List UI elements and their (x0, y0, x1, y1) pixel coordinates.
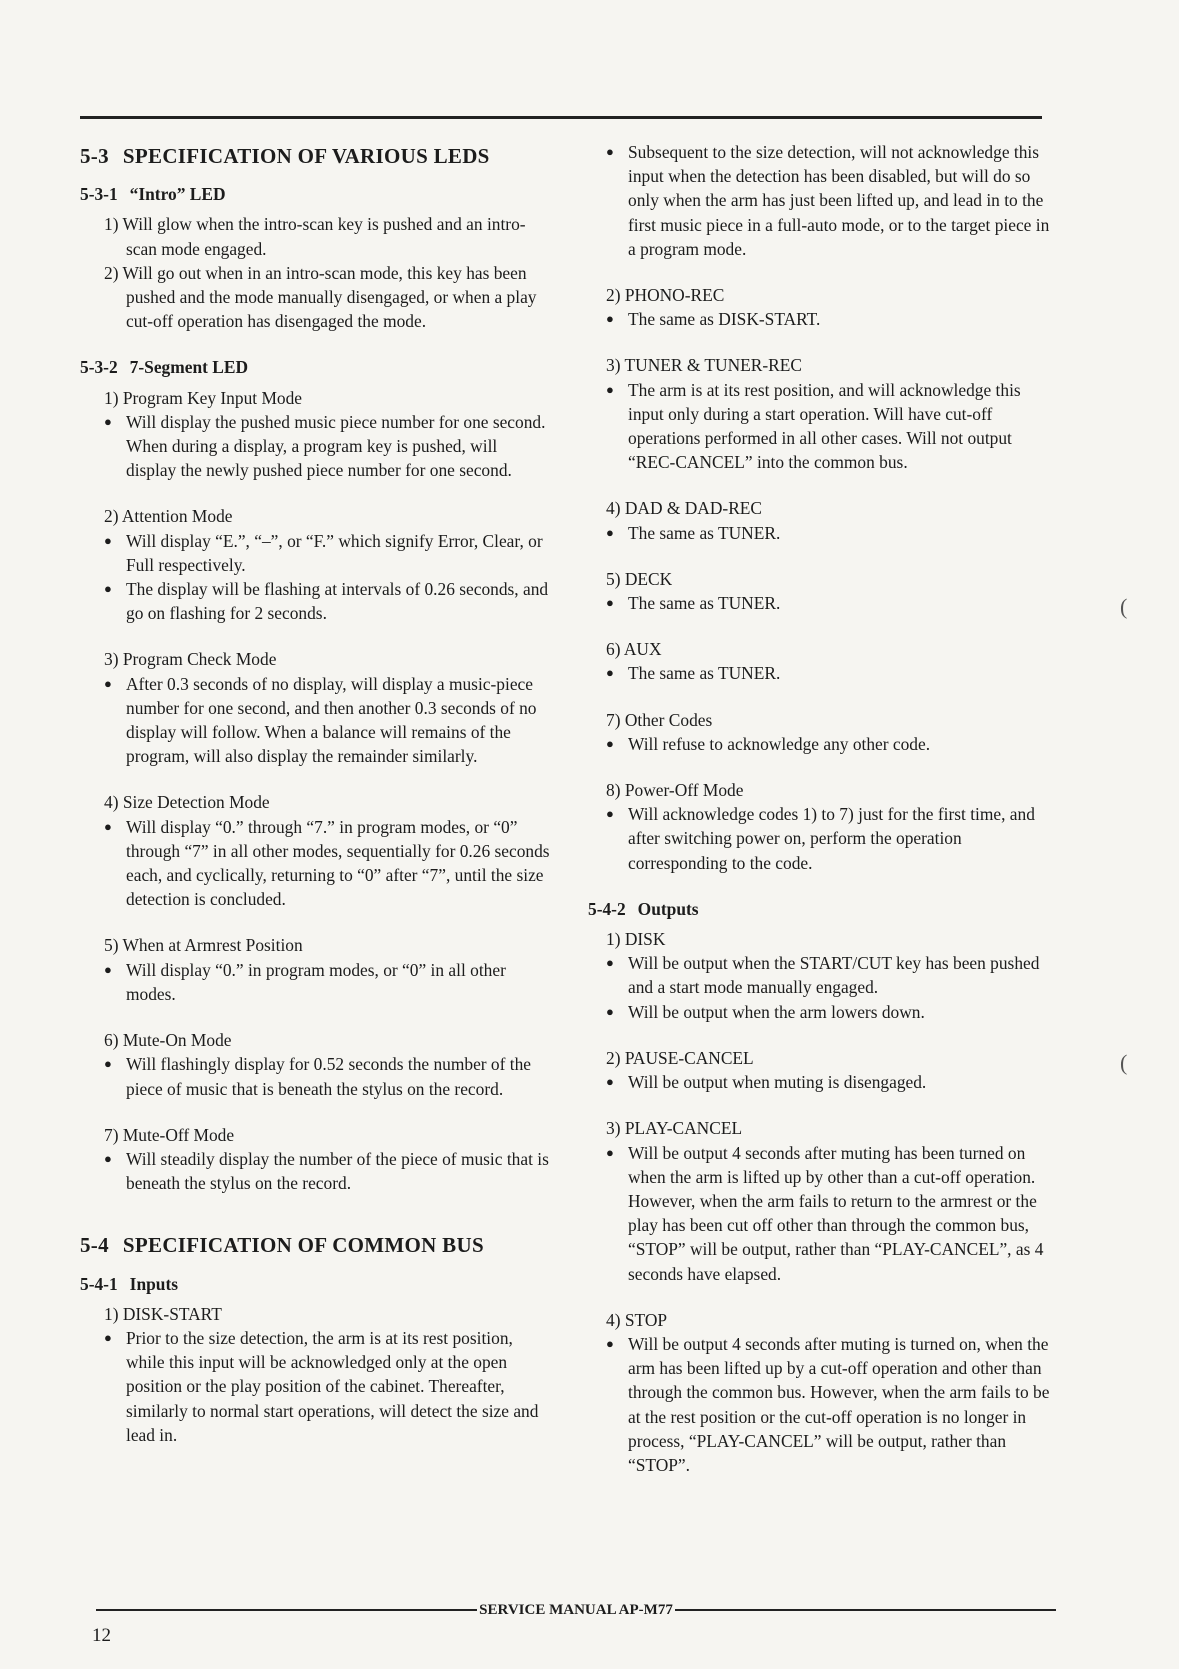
bullet-item: ● The same as TUNER. (606, 661, 1052, 685)
section-5-3-heading (80, 144, 550, 168)
input-title: 8) Power-Off Mode (606, 780, 744, 801)
section-number: 5-4 (80, 1233, 109, 1258)
section-title: SPECIFICATION OF VARIOUS LEDS (122, 144, 490, 168)
bullet-item: ● Will display “0.” through “7.” in program modes, or “0” through “7” in all other modes, sequentially for 0.26 seconds each, and cyclically, returning to “0” after “7”, until the size detection is concluded. (104, 815, 550, 912)
section-number: 5-3 (80, 144, 109, 168)
subsection-number: 5-3-1 (80, 184, 118, 205)
subsection-number: 5-4-1 (80, 1273, 118, 1294)
bullet-item: ● The same as TUNER. (606, 591, 1052, 615)
subsection-5-4-2-heading (588, 897, 1052, 921)
output-title: 3) PLAY-CANCEL (606, 1118, 743, 1139)
bullet-item: ● Will display the pushed music piece number for one second. When during a display, a program key is pushed, will display the newly pushed piece number for one second. (104, 410, 550, 483)
subsection-title: “Intro” LED (129, 184, 226, 205)
mode-title: 3) Program Check Mode (104, 649, 277, 670)
section-5-4-heading (80, 1233, 550, 1257)
subsection-number: 5-4-2 (588, 898, 626, 919)
output-title: 1) DISK (606, 929, 666, 950)
mode-title: 6) Mute-On Mode (104, 1030, 232, 1051)
input-title: 7) Other Codes (606, 709, 713, 730)
footer-label: SERVICE MANUAL AP-M77 (479, 1601, 673, 1618)
footer-rule-left (96, 1609, 477, 1611)
input-title: 4) DAD & DAD-REC (606, 498, 763, 519)
bullet-item: ● The same as DISK-START. (606, 307, 1052, 331)
subsection-title: 7-Segment LED (129, 357, 249, 378)
bullet-item: ● Will be output when the START/CUT key has been pushed and a start mode manually engaged. (606, 951, 1052, 999)
margin-mark: ( (1120, 1050, 1128, 1075)
right-column (588, 140, 1052, 1477)
bullet-item: ● The arm is at its rest position, and will acknowledge this input only during a start operation. Will have cut-off operations performed in all other cases. Will not output “REC-CANCEL” into the common bus. (606, 378, 1052, 475)
input-title: 5) DECK (606, 568, 673, 589)
footer (96, 1600, 1056, 1620)
subsection-title: Outputs (637, 898, 699, 919)
bullet-item: ● Will be output when muting is disengaged. (606, 1070, 1052, 1094)
subsection-title: Inputs (129, 1273, 179, 1294)
margin-mark: ( (1120, 594, 1128, 619)
mode-title: 2) Attention Mode (104, 506, 233, 527)
bullet-item: ● Will be output 4 seconds after muting is turned on, when the arm has been lifted up by a cut-off operation and other than through the common bus. However, when the arm fails to be at the rest position or the cut-off operation is no longer in process, “PLAY-CANCEL” will be output, rather than “STOP”. (606, 1332, 1052, 1477)
page-number: 12 (92, 1625, 111, 1646)
bullet-item: ● Will acknowledge codes 1) to 7) just for the first time, and after switching power on, perform the operation corresponding to the code. (606, 802, 1052, 875)
numbered-item: 1) Will glow when the intro-scan key is pushed and an intro-scan mode engaged. (104, 214, 526, 259)
bullet-item: ● Will display “0.” in program modes, or “0” in all other modes. (104, 958, 550, 1006)
input-title: 2) PHONO-REC (606, 285, 725, 306)
bullet-item: ● Prior to the size detection, the arm is at its rest position, while this input will be acknowledged only at the open position or the play position of the cabinet. Thereafter, similarly to normal start operations, will detect the size and lead in. (104, 1326, 550, 1447)
mode-title: 5) When at Armrest Position (104, 935, 303, 956)
section-title: SPECIFICATION OF COMMON BUS (122, 1233, 484, 1258)
top-rule (80, 116, 1042, 119)
mode-title: 7) Mute-Off Mode (104, 1124, 235, 1145)
output-title: 4) STOP (606, 1309, 668, 1330)
bullet-item: ● Will refuse to acknowledge any other code. (606, 732, 1052, 756)
subsection-5-4-1-heading (80, 1272, 550, 1296)
input-title: 6) AUX (606, 639, 662, 660)
numbered-item: 2) Will go out when in an intro-scan mode, this key has been pushed and the mode manually disengaged, or when a play cut-off operation has disengaged the mode. (104, 262, 537, 332)
footer-rule-right (675, 1609, 1056, 1611)
subsection-5-3-2-heading (80, 355, 550, 379)
left-column (80, 140, 550, 1447)
subsection-number: 5-3-2 (80, 357, 118, 378)
output-title: 2) PAUSE-CANCEL (606, 1047, 754, 1068)
bullet-item: ● The display will be flashing at intervals of 0.26 seconds, and go on flashing for 2 seconds. (104, 577, 550, 625)
bullet-item: ● Will display “E.”, “–”, or “F.” which signify Error, Clear, or Full respectively. (104, 529, 550, 577)
bullet-item: ● Will steadily display the number of the piece of music that is beneath the stylus on the record. (104, 1147, 550, 1195)
input-title: 3) TUNER & TUNER-REC (606, 355, 802, 376)
subsection-5-3-1-heading (80, 182, 550, 206)
bullet-item: ● After 0.3 seconds of no display, will display a music-piece number for one second, and then another 0.3 seconds of no display will follow. When a balance will remains of the program, will also display the remainder similarly. (104, 672, 550, 769)
mode-title: 1) Program Key Input Mode (104, 387, 303, 408)
input-title: 1) DISK-START (104, 1303, 222, 1324)
mode-title: 4) Size Detection Mode (104, 792, 270, 813)
bullet-item: ● Will be output 4 seconds after muting has been turned on when the arm is lifted up by other than a cut-off operation. However, when the arm fails to return to the armrest or the play has been cut off other than through the common bus, “STOP” will be output, rather than “PLAY-CANCEL”, as 4 seconds have elapsed. (606, 1141, 1052, 1286)
bullet-item: ● Will flashingly display for 0.52 seconds the number of the piece of music that is beneath the stylus on the record. (104, 1052, 550, 1100)
bullet-item: ● Will be output when the arm lowers down. (606, 1000, 1052, 1024)
bullet-item: ● Subsequent to the size detection, will not acknowledge this input when the detection has been disabled, but will do so only when the arm has just been lifted up, and lead in to the first music piece in a full-auto mode, or to the target piece in a program mode. (606, 140, 1052, 261)
bullet-item: ● The same as TUNER. (606, 521, 1052, 545)
